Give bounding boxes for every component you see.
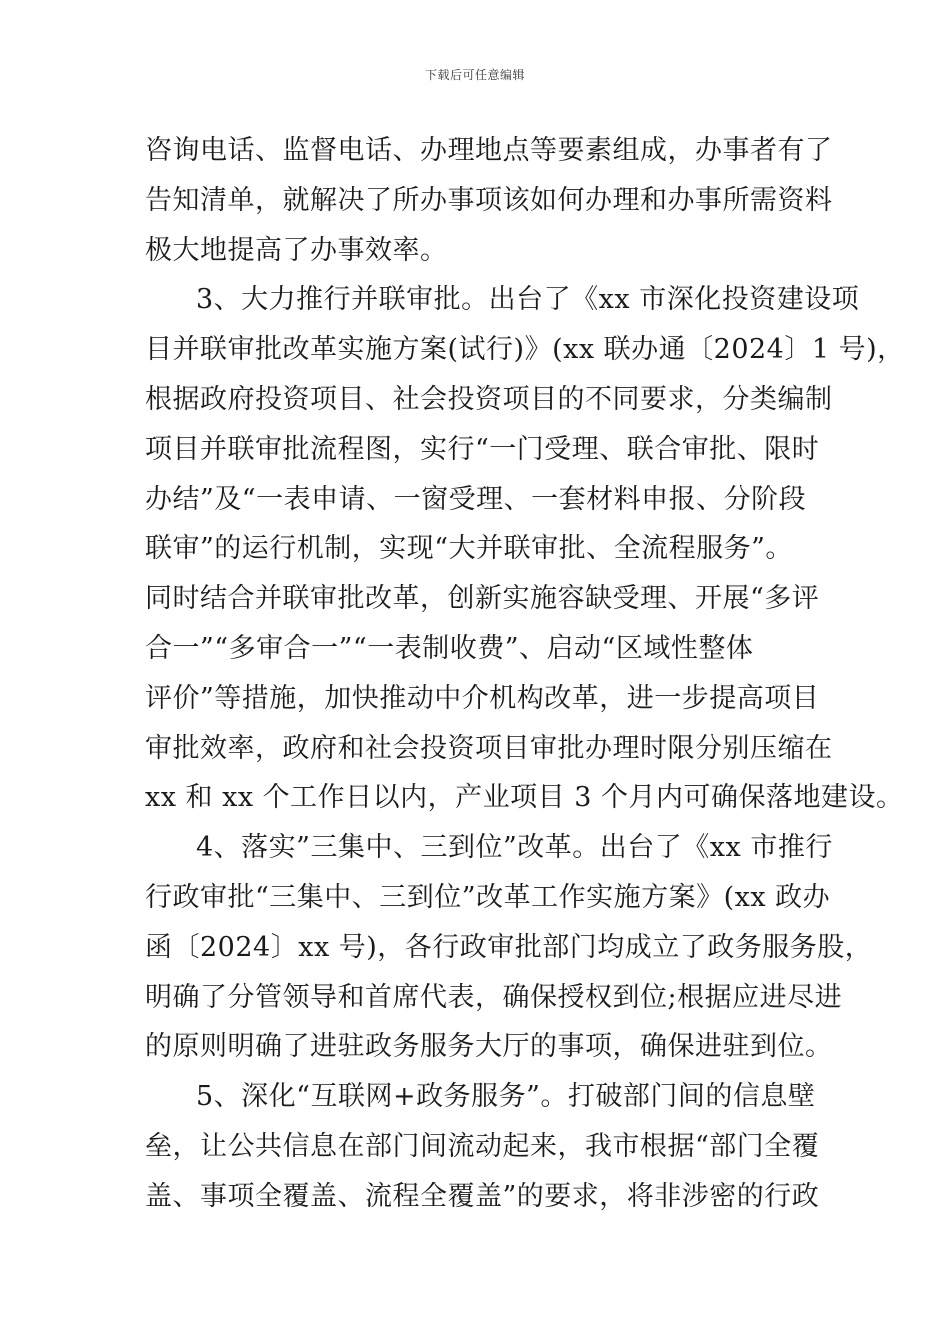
text-line: 的原则明确了进驻政务服务大厅的事项，确保进驻到位。 <box>145 1031 833 1063</box>
document-body <box>145 126 905 1222</box>
text-line: 咨询电话、监督电话、办理地点等要素组成，办事者有了 <box>145 135 833 166</box>
text-line: 合一”“多审合一”“一表制收费”、启动“区域性整体 <box>145 632 754 664</box>
section-heading-line: 3、大力推行并联审批。出台了《xx 市深化投资建设项 <box>196 284 860 316</box>
text-line: 明确了分管领导和首席代表，确保授权到位;根据应进尽进 <box>145 981 843 1013</box>
text-line: 办结”及“一表申请、一窗受理、一套材料申报、分阶段 <box>145 483 807 515</box>
text-line: 极大地提高了办事效率。 <box>145 234 448 266</box>
text-line: 告知清单，就解决了所办事项该如何办理和办事所需资料 <box>145 184 833 216</box>
text-line: 垒，让公共信息在部门间流动起来，我市根据“部门全覆 <box>145 1130 820 1162</box>
text-line: 联审”的运行机制，实现“大并联审批、全流程服务”。 <box>145 533 793 565</box>
text-line: xx 和 xx 个工作日以内，产业项目 3 个月内可确保落地建设。 <box>145 782 904 814</box>
text-line: 行政审批“三集中、三到位”改革工作实施方案》(xx 政办 <box>145 881 831 913</box>
text-line: 项目并联审批流程图，实行“一门受理、联合审批、限时 <box>145 433 820 465</box>
text-line: 同时结合并联审批改革，创新实施容缺受理、开展“多评 <box>145 583 820 615</box>
text-line: 评价”等措施，加快推动中介机构改革，进一步提高项目 <box>145 682 820 714</box>
text-line: 盖、事项全覆盖、流程全覆盖”的要求，将非涉密的行政 <box>145 1180 820 1212</box>
text-line: 目并联审批改革实施方案(试行)》(xx 联办通〔2024〕1 号)， <box>145 334 905 366</box>
section-heading-line: 5、深化“互联网+政务服务”。打破部门间的信息壁 <box>196 1081 816 1113</box>
page-header: 下载后可任意编辑 <box>424 68 525 82</box>
text-line: 审批效率，政府和社会投资项目审批办理时限分别压缩在 <box>145 732 833 764</box>
section-heading-line: 4、落实”三集中、三到位”改革。出台了《xx 市推行 <box>196 832 833 864</box>
text-line: 函〔2024〕xx 号)，各行政审批部门均成立了政务服务股， <box>145 931 873 963</box>
text-line: 根据政府投资项目、社会投资项目的不同要求，分类编制 <box>145 383 833 415</box>
